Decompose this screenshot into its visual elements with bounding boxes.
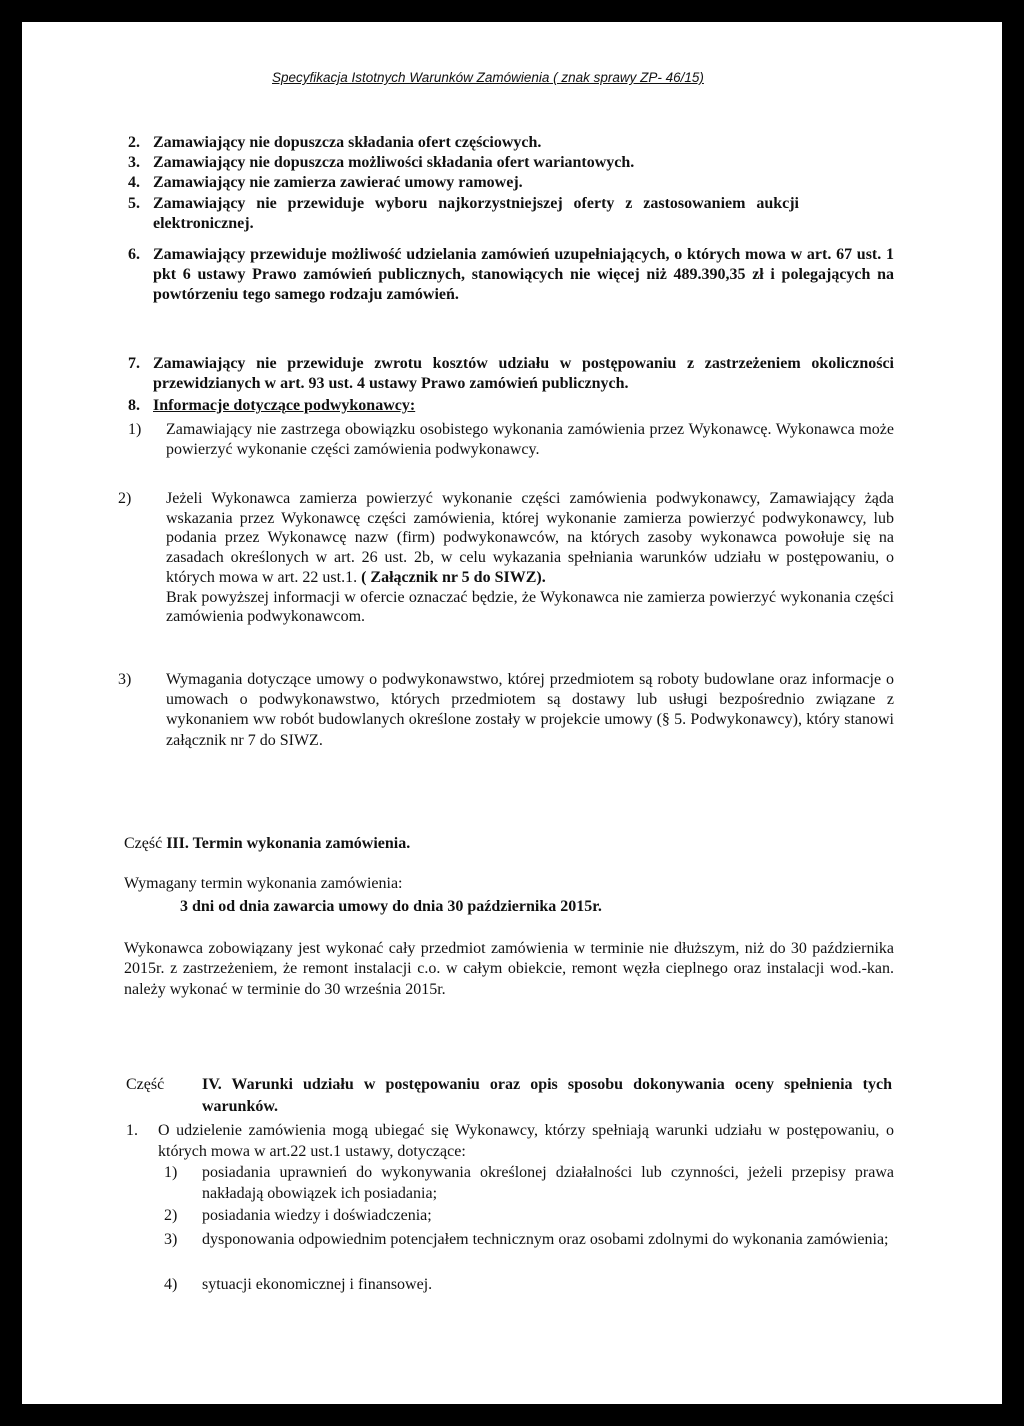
- item-number: 5.: [128, 195, 140, 212]
- item-number: 2.: [128, 134, 140, 151]
- item-text: Zamawiający nie dopuszcza możliwości składania ofert wariantowych.: [153, 154, 635, 171]
- subitem-text: dysponowania odpowiednim potencjałem technicznym oraz osobami zdolnymi do wykonania zamówienia;: [202, 1231, 889, 1248]
- item-text: O udzielenie zamówienia mogą ubiegać się Wykonawcy, którzy spełniają warunki udziału w postępowaniu, o których mowa w art.22 ust.1 ustawy, dotyczące:: [158, 1122, 894, 1160]
- subitem-3: [118, 670, 894, 751]
- subitem-2: [118, 489, 894, 627]
- condition-subitem-1: [164, 1162, 894, 1204]
- item-number: 4.: [128, 174, 140, 191]
- list-item-8: [128, 396, 894, 416]
- condition-subitem-4: [164, 1275, 894, 1295]
- subitem-number: 4): [164, 1276, 178, 1293]
- term-value: 3 dni od dnia zawarcia umowy do dnia 30 października 2015r.: [180, 898, 602, 915]
- list-item-7: [128, 354, 894, 393]
- item-number: 6.: [128, 246, 140, 263]
- subitem-number: 3): [164, 1231, 178, 1248]
- list-item-6: [128, 245, 894, 305]
- part-iii-heading: [124, 834, 824, 854]
- part-title: IV. Warunki udziału w postępowaniu oraz opis sposobu dokonywania oceny spełnienia tych warunków.: [202, 1076, 892, 1115]
- condition-item-1: [126, 1120, 894, 1162]
- subitem-number: 1): [128, 421, 142, 438]
- attachment-reference: ( Załącznik nr 5 do SIWZ).: [361, 568, 546, 586]
- item-number: 8.: [128, 397, 140, 414]
- subitem-text: posiadania wiedzy i doświadczenia;: [202, 1207, 432, 1224]
- part-prefix: Część: [126, 1076, 165, 1093]
- subitem-number: 1): [164, 1164, 178, 1181]
- item-text: Zamawiający nie zamierza zawierać umowy ramowej.: [153, 174, 523, 191]
- list-item-2: [128, 133, 888, 153]
- subitem-text: posiadania uprawnień do wykonywania określonej działalności lub czynności, jeżeli przepisy prawa nakładają obowiązek ich posiadania;: [202, 1164, 894, 1202]
- subitem-number: 3): [118, 671, 132, 688]
- subcontractor-heading: Informacje dotyczące podwykonawcy:: [153, 397, 416, 414]
- item-number: 7.: [128, 355, 140, 372]
- term-label: Wymagany termin wykonania zamówienia:: [124, 875, 403, 892]
- subitem-number: 2): [164, 1207, 178, 1224]
- subitem-extra: Brak powyższej informacji w ofercie oznaczać będzie, że Wykonawca nie zamierza powierzyć wykonania części zamówienia podwykonawcom.: [166, 588, 894, 626]
- part-title: III. Termin wykonania zamówienia.: [166, 835, 411, 852]
- subitem-text: Wymagania dotyczące umowy o podwykonawstwo, której przedmiotem są roboty budowlane oraz informacje o umowach o podwykonawstwo, których przedmiotem są dostawy lub usługi bezpośrednio związane z wykonaniem ww robót budowlanych określone zostały w projekcie umowy (§ 5. Podwykonawcy), który stanowi załącznik nr 7 do SIWZ.: [166, 671, 894, 749]
- document-page: [22, 22, 1002, 1404]
- subitem-number: 2): [118, 490, 132, 507]
- list-item-3: [128, 153, 888, 173]
- part-iv-heading: [126, 1074, 892, 1118]
- subitem-1: [128, 420, 894, 459]
- condition-subitem-3: [164, 1229, 894, 1250]
- subitem-text: Jeżeli Wykonawca zamierza powierzyć wykonanie części zamówienia podwykonawcy, Zamawiający żąda wskazania przez Wykonawcę części zamówienia, której wykonanie zamierza powierzyć podwykonawcy, lub podania przez Wykonawcę nazw (firm) podwykonawców, na których zasoby wykonawca powołuje się na zasadach określonych w art. 26 ust. 2b, w celu wykazania spełniania warunków udziału w postępowaniu, o których mowa w art. 22 ust.1.: [166, 490, 894, 586]
- item-text: Zamawiający nie dopuszcza składania ofert częściowych.: [153, 134, 542, 151]
- item-text: Zamawiający przewiduje możliwość udzielania zamówień uzupełniających, o których mowa w art. 67 ust. 1 pkt 6 ustawy Prawo zamówień publicznych, stanowiących nie więcej niż 489.390,35 zł i polegających na powtórzeniu tego samego rodzaju zamówień.: [153, 246, 894, 303]
- term-paragraph: Wykonawca zobowiązany jest wykonać cały przedmiot zamówienia w terminie nie dłuższym, niż do 30 października 2015r. z zastrzeżeniem, że remont instalacji c.o. w całym obiekcie, remont węzła cieplnego oraz instalacji wod.-kan. należy wykonać w terminie do 30 września 2015r.: [124, 940, 894, 998]
- part-prefix: Część: [124, 835, 163, 852]
- item-number: 1.: [126, 1122, 138, 1139]
- item-text: Zamawiający nie przewiduje zwrotu kosztów udziału w postępowaniu z zastrzeżeniem okoliczności przewidzianych w art. 93 ust. 4 ustawy Prawo zamówień publicznych.: [153, 355, 894, 392]
- subitem-text: Zamawiający nie zastrzega obowiązku osobistego wykonania zamówienia przez Wykonawcę. Wykonawca może powierzyć wykonanie części zamówienia podwykonawcy.: [166, 421, 894, 458]
- page-header: Specyfikacja Istotnych Warunków Zamówienia ( znak sprawy ZP- 46/15): [272, 70, 704, 85]
- subitem-text: sytuacji ekonomicznej i finansowej.: [202, 1276, 433, 1293]
- list-item-5: [128, 194, 894, 233]
- subitem-body: [166, 489, 894, 627]
- item-number: 3.: [128, 154, 140, 171]
- item-text: Zamawiający nie przewiduje wyboru najkorzystniejszej oferty z zastosowaniem aukcji elektronicznej.: [153, 195, 799, 232]
- condition-subitem-2: [164, 1206, 894, 1226]
- list-item-4: [128, 173, 888, 193]
